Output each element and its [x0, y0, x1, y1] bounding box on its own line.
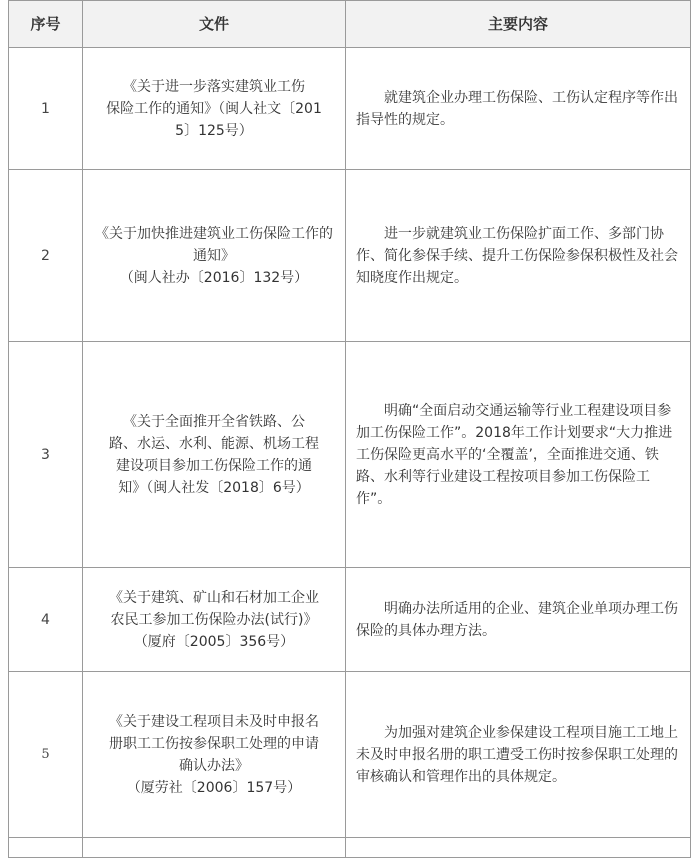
document-line: 通知》 [193, 247, 235, 264]
document-line: （厦劳社〔2006〕157号） [126, 779, 302, 796]
document-line: 5〕125号） [175, 122, 253, 139]
document-line: 保险工作的通知》（闽人社文〔201 [106, 100, 322, 117]
row-index-empty [9, 838, 83, 858]
row-content: 明确办法所适用的企业、建筑企业单项办理工伤保险的具体办理方法。 [346, 568, 691, 672]
row-document [83, 48, 346, 170]
row-document [83, 568, 346, 672]
table-row [9, 672, 691, 838]
header-content: 主要内容 [346, 1, 691, 48]
document-line: （厦府〔2005〕356号） [133, 633, 295, 650]
document-line: 《关于加快推进建筑业工伤保险工作的 [95, 225, 333, 242]
table-row [9, 48, 691, 170]
table-row-partial [9, 838, 691, 858]
document-line: 农民工参加工伤保险办法(试行)》 [110, 611, 318, 628]
row-index: 2 [9, 170, 83, 342]
row-document [83, 342, 346, 568]
row-content: 明确“全面启动交通运输等行业工程建设项目参加工伤保险工作”。2018年工作计划要求“大力推进工伤保险更高水平的‘全覆盖’，全面推进交通、铁路、水利等行业建设工程按项目参加工伤保险工作”。 [346, 342, 691, 568]
row-document [83, 672, 346, 838]
row-index: 5 [9, 672, 83, 838]
document-line: （闽人社办〔2016〕132号） [119, 269, 309, 286]
header-document: 文件 [83, 1, 346, 48]
table-row [9, 170, 691, 342]
row-content-empty [346, 838, 691, 858]
document-line: 册职工工伤按参保职工处理的申请 [109, 735, 319, 752]
row-content: 为加强对建筑企业参保建设工程项目施工工地上未及时申报名册的职工遭受工伤时按参保职工处理的审核确认和管理作出的具体规定。 [346, 672, 691, 838]
document-line: 《关于全面推开全省铁路、公 [123, 413, 305, 430]
document-line: 路、水运、水利、能源、机场工程 [109, 435, 319, 452]
row-index: 3 [9, 342, 83, 568]
table-row [9, 342, 691, 568]
row-document-empty [83, 838, 346, 858]
row-index: 4 [9, 568, 83, 672]
document-line: 确认办法》 [179, 757, 249, 774]
header-index: 序号 [9, 1, 83, 48]
row-content: 进一步就建筑业工伤保险扩面工作、多部门协作、简化参保手续、提升工伤保险参保积极性及社会知晓度作出规定。 [346, 170, 691, 342]
row-index: 1 [9, 48, 83, 170]
document-line: 《关于进一步落实建筑业工伤 [123, 78, 305, 95]
document-line: 建设项目参加工伤保险工作的通 [116, 457, 312, 474]
document-line: 《关于建设工程项目未及时申报名 [109, 713, 319, 730]
document-line: 《关于建筑、矿山和石材加工企业 [109, 589, 319, 606]
regulations-table [8, 0, 691, 858]
header-row [9, 1, 691, 48]
document-line: 知》（闽人社发〔2018〕6号） [118, 479, 310, 496]
row-content: 就建筑企业办理工伤保险、工伤认定程序等作出指导性的规定。 [346, 48, 691, 170]
row-document [83, 170, 346, 342]
table-row [9, 568, 691, 672]
